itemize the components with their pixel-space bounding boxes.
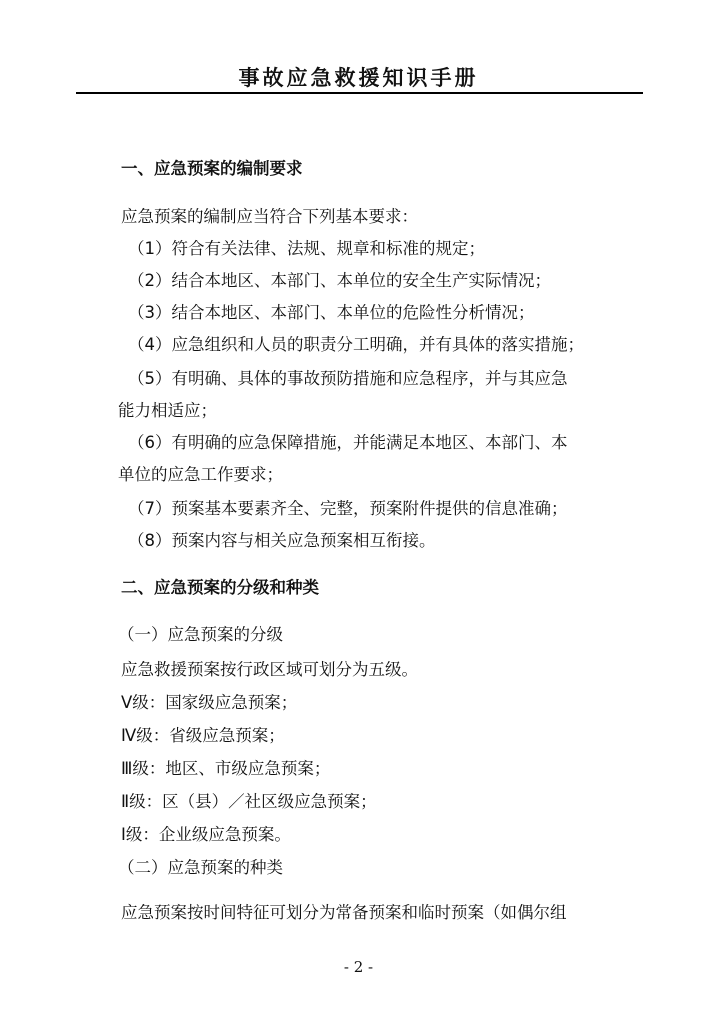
level-item: Ⅱ级：区（县）／社区级应急预案； bbox=[121, 792, 377, 811]
header-rule bbox=[76, 92, 643, 94]
page-number: - 2 - bbox=[343, 958, 374, 976]
requirement-item: （6）有明确的应急保障措施，并能满足本地区、本部门、本 bbox=[128, 433, 568, 452]
requirement-item: （8）预案内容与相关应急预案相互衔接。 bbox=[128, 531, 436, 550]
subsection-heading-grading: （一）应急预案的分级 bbox=[118, 625, 283, 644]
requirement-item: （5）有明确、具体的事故预防措施和应急程序，并与其应急 bbox=[128, 369, 568, 388]
section-heading-2: 二、应急预案的分级和种类 bbox=[121, 578, 319, 597]
section-1-intro: 应急预案的编制应当符合下列基本要求： bbox=[121, 207, 418, 226]
level-item: Ⅴ级：国家级应急预案； bbox=[121, 693, 298, 712]
requirement-item: （1）符合有关法律、法规、规章和标准的规定； bbox=[128, 239, 485, 258]
requirement-item: （2）结合本地区、本部门、本单位的安全生产实际情况； bbox=[128, 271, 551, 290]
section-2-closing: 应急预案按时间特征可划分为常备预案和临时预案（如偶尔组 bbox=[121, 903, 567, 922]
requirement-item-continuation: 能力相适应； bbox=[118, 401, 217, 420]
requirement-item: （3）结合本地区、本部门、本单位的危险性分析情况； bbox=[128, 303, 535, 322]
level-item: Ⅲ级：地区、市级应急预案； bbox=[121, 759, 331, 778]
level-item: Ⅳ级：省级应急预案； bbox=[121, 726, 285, 745]
section-2-intro: 应急救援预案按行政区域可划分为五级。 bbox=[121, 660, 418, 679]
page-header-title: 事故应急救援知识手册 bbox=[238, 65, 479, 90]
requirement-item: （7）预案基本要素齐全、完整，预案附件提供的信息准确； bbox=[128, 499, 568, 518]
level-item: Ⅰ级：企业级应急预案。 bbox=[121, 825, 291, 844]
requirement-item: （4）应急组织和人员的职责分工明确，并有具体的落实措施； bbox=[128, 335, 584, 354]
subsection-heading-types: （二）应急预案的种类 bbox=[118, 858, 283, 877]
section-heading-1: 一、应急预案的编制要求 bbox=[121, 159, 303, 178]
requirement-item-continuation: 单位的应急工作要求； bbox=[118, 465, 283, 484]
